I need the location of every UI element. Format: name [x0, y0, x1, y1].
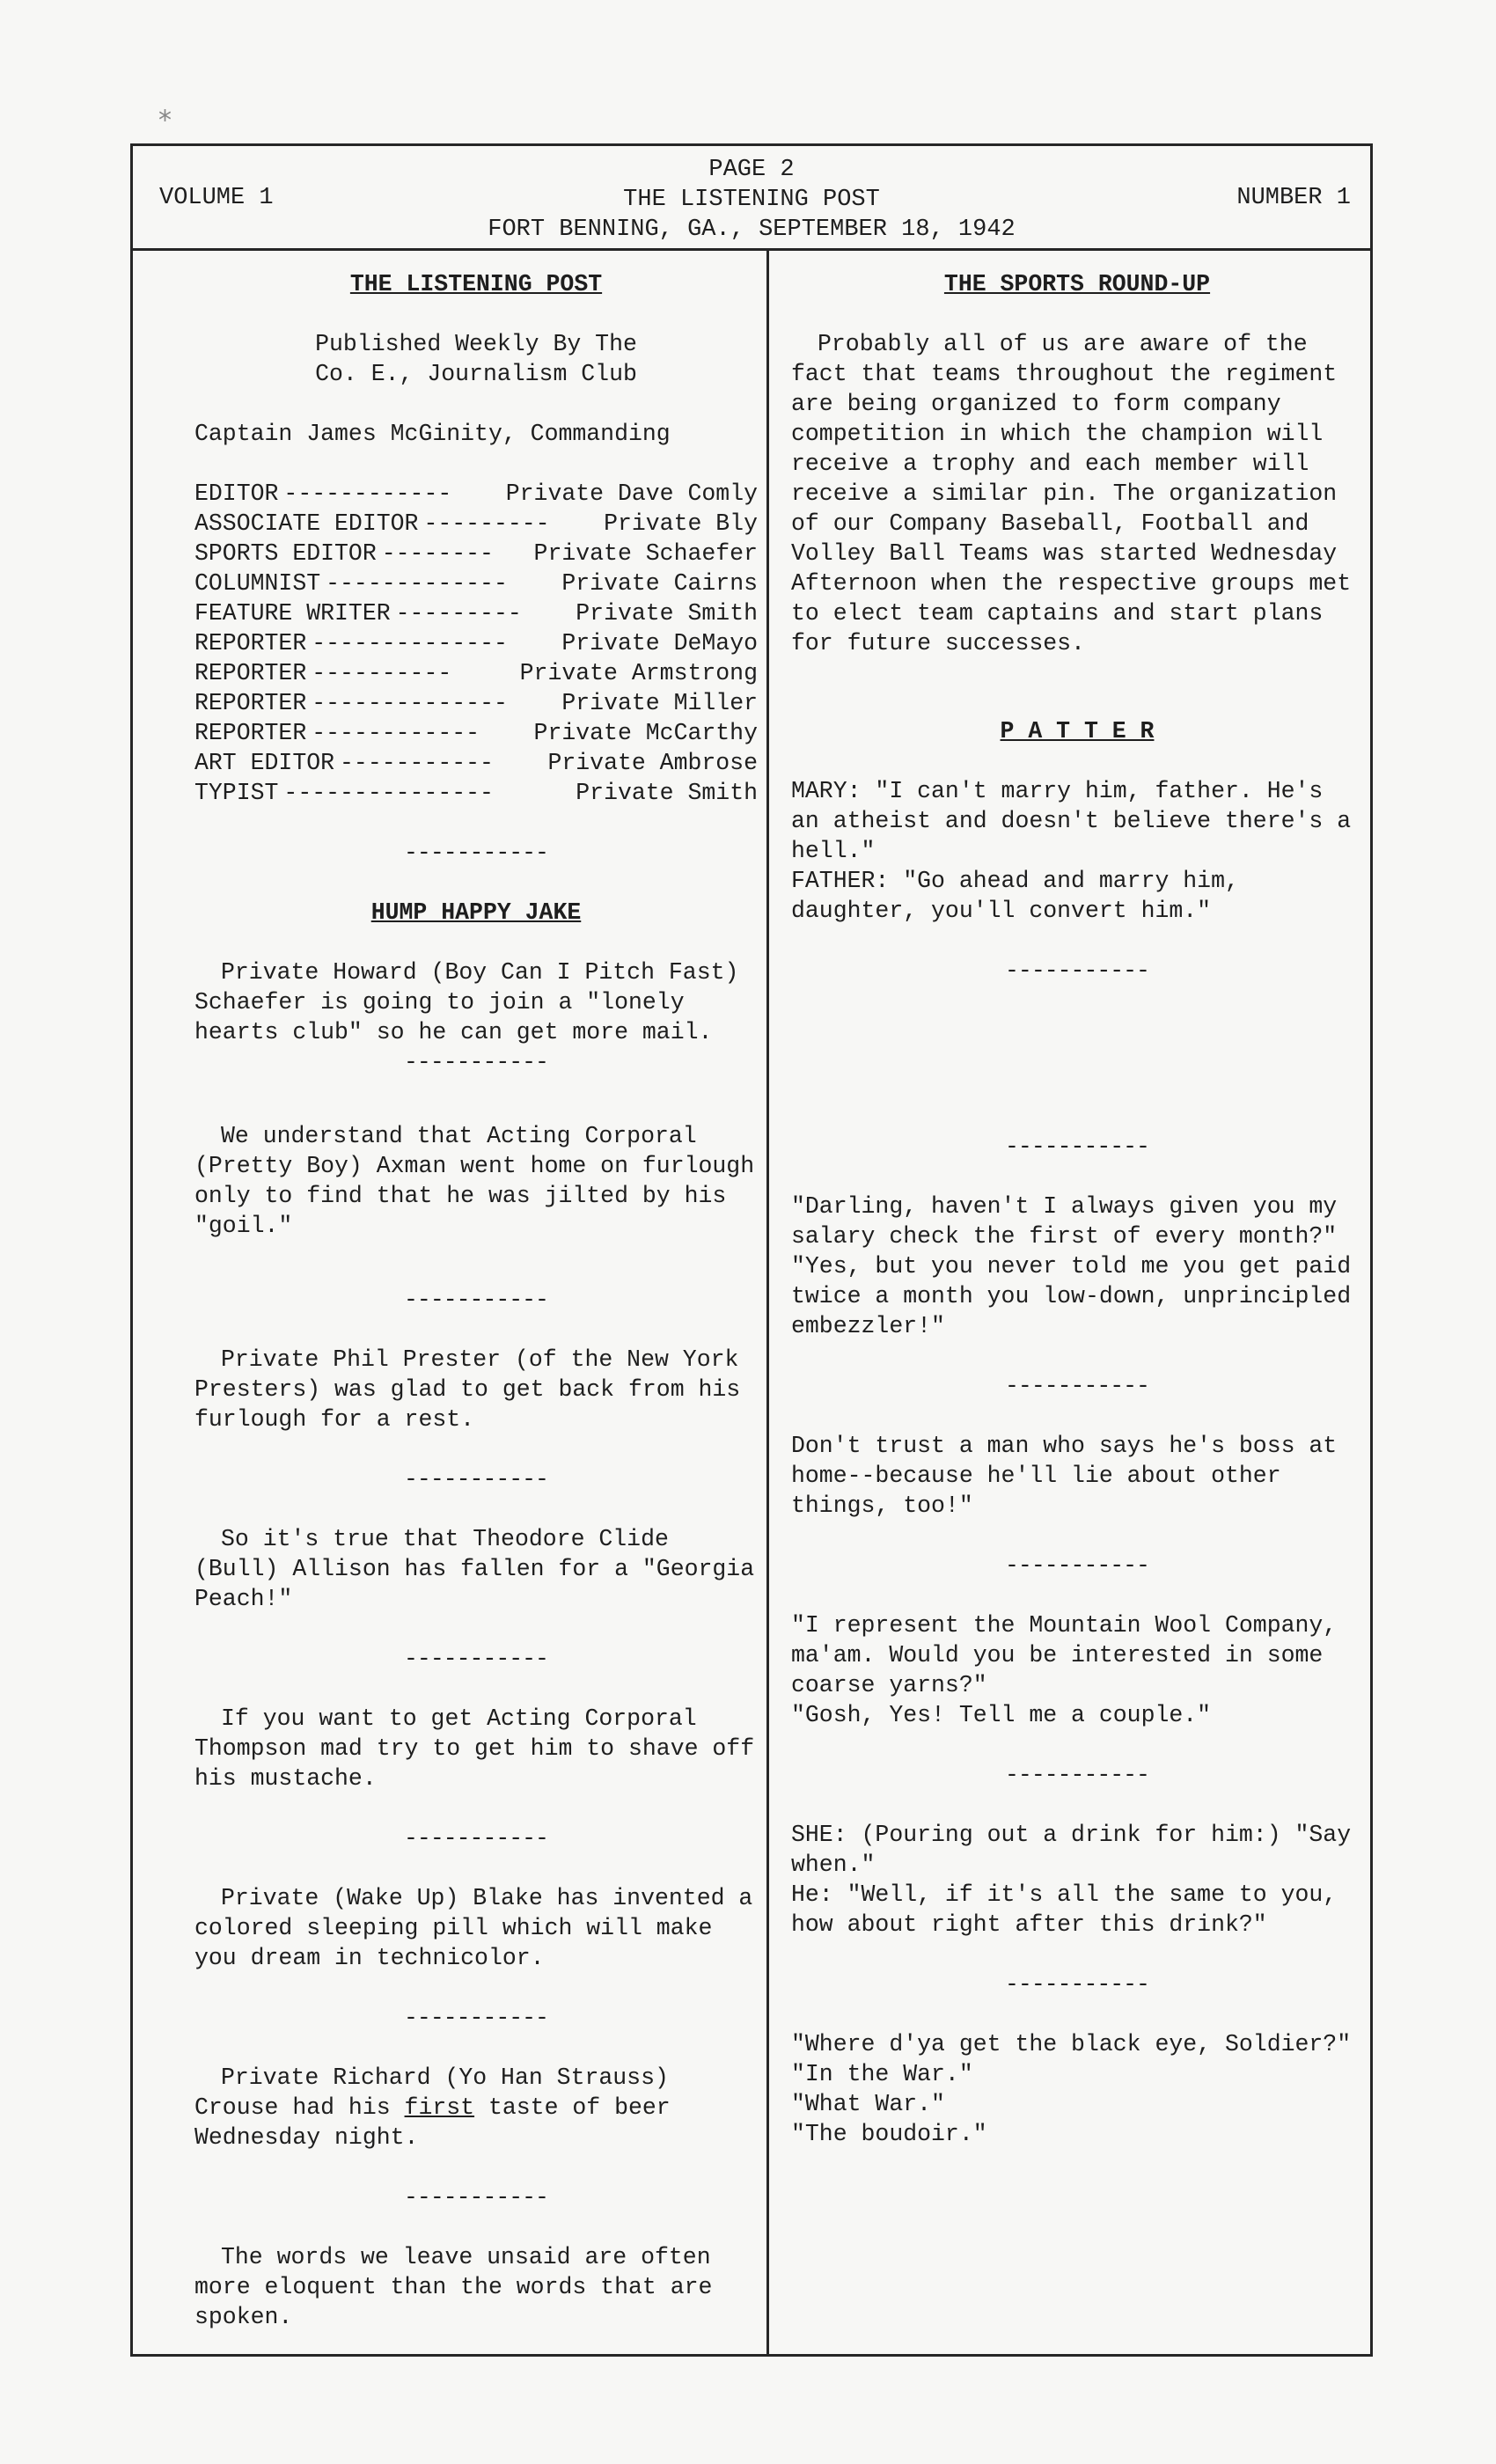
- staff-row: FEATURE WRITER --------- Private Smith: [194, 600, 758, 627]
- joke: "Where d'ya get the black eye, Soldier?" "In the War." "What War." "The boudoir.": [791, 2031, 1352, 2147]
- staff-row: REPORTER -------------- Private DeMayo: [194, 630, 758, 656]
- separator: -----------: [1005, 1552, 1149, 1579]
- staff-row: REPORTER ------------ Private McCarthy: [194, 720, 758, 746]
- right-column: [791, 269, 1363, 2149]
- page-frame: [130, 143, 1373, 2357]
- scan-mark-icon: ⁎: [158, 99, 172, 129]
- patter-title: P A T T E R: [1000, 718, 1155, 744]
- staff-row: EDITOR ------------ Private Dave Comly: [194, 480, 758, 507]
- sports-title: THE SPORTS ROUND-UP: [943, 271, 1211, 297]
- dateline: FORT BENNING, GA., SEPTEMBER 18, 1942: [488, 216, 1016, 243]
- staff-row: REPORTER -------------- Private Miller: [194, 690, 758, 716]
- separator: -----------: [404, 2005, 548, 2031]
- gossip-item: Private Phil Prester (of the New York Presters) was glad to get back from his furlough for a rest.: [194, 1346, 741, 1433]
- published-line-2: Co. E., Journalism Club: [315, 361, 637, 387]
- separator: -----------: [1005, 957, 1149, 984]
- separator: -----------: [404, 1287, 548, 1313]
- joke: "I represent the Mountain Wool Company, ma'am. Would you be interested in some coarse yarns?" "Gosh, Yes! Tell me a couple.": [791, 1612, 1338, 1728]
- separator: -----------: [404, 1466, 548, 1492]
- staff-row: SPORTS EDITOR -------- Private Schaefer: [194, 540, 758, 567]
- joke: MARY: "I can't marry him, father. He's an atheist and doesn't believe there's a hell." FATHER: "Go ahead and marry him, daughter, you'll convert him.": [791, 778, 1352, 924]
- separator: -----------: [404, 1049, 548, 1075]
- column-title: HUMP HAPPY JAKE: [370, 899, 582, 926]
- published-line-1: Published Weekly By The: [315, 331, 637, 357]
- separator: -----------: [1005, 1971, 1149, 1998]
- column-divider: [766, 248, 769, 2354]
- closing-quote: The words we leave unsaid are often more eloquent than the words that are spoken.: [194, 2244, 713, 2330]
- issue-number: NUMBER 1: [1236, 185, 1351, 211]
- masthead-title: THE LISTENING POST: [349, 271, 603, 297]
- sports-article: Probably all of us are aware of the fact that teams throughout the regiment are being organized to form company competition in which the champion will receive a trophy and each member will receive a similar pin. The organization of our Company Baseball, Football and Volley Ball Teams was started Wednesday Afternoon when the respective groups met to elect team captains and start plans for future successes.: [791, 331, 1352, 656]
- separator: -----------: [1005, 1762, 1149, 1788]
- staff-list: [194, 479, 758, 808]
- joke: "Darling, haven't I always given you my salary check the first of every month?" "Yes, but you never told me you get paid twice a month you low-down, unprincipled embezzler!": [791, 1193, 1352, 1339]
- separator: -----------: [404, 1646, 548, 1672]
- separator: -----------: [404, 840, 548, 866]
- gossip-item: We understand that Acting Corporal (Pretty Boy) Axman went home on furlough only to find that he was jilted by his "goil.": [194, 1123, 755, 1239]
- newsletter-header: [133, 146, 1370, 251]
- separator: -----------: [404, 1825, 548, 1852]
- left-column: [194, 269, 758, 2332]
- page-number: PAGE 2: [708, 157, 795, 183]
- separator: -----------: [1005, 1133, 1149, 1160]
- gossip-item: Private (Wake Up) Blake has invented a colored sleeping pill which will make you dream in technicolor.: [194, 1885, 753, 1971]
- staff-row: ASSOCIATE EDITOR --------- Private Bly: [194, 510, 758, 537]
- staff-row: ART EDITOR ----------- Private Ambrose: [194, 750, 758, 776]
- staff-row: COLUMNIST ------------- Private Cairns: [194, 570, 758, 597]
- joke: Don't trust a man who says he's boss at home--because he'll lie about other things, too!": [791, 1433, 1338, 1519]
- separator: -----------: [1005, 1373, 1149, 1399]
- separator: -----------: [404, 2184, 548, 2211]
- gossip-item: Private Howard (Boy Can I Pitch Fast) Schaefer is going to join a "lonely hearts club" so he can get more mail.: [194, 959, 739, 1045]
- volume-label: VOLUME 1: [159, 185, 274, 211]
- gossip-item: If you want to get Acting Corporal Thompson mad try to get him to shave off his mustache.: [194, 1705, 755, 1792]
- emphasis: first: [404, 2094, 475, 2121]
- staff-row: TYPIST --------------- Private Smith: [194, 780, 758, 806]
- publication-name: THE LISTENING POST: [623, 187, 880, 213]
- commanding-line: Captain James McGinity, Commanding: [194, 421, 671, 447]
- joke: SHE: (Pouring out a drink for him:) "Say when." He: "Well, if it's all the same to you, how about right after this drink?": [791, 1822, 1352, 1938]
- gossip-item: So it's true that Theodore Clide (Bull) Allison has fallen for a "Georgia Peach!": [194, 1526, 755, 1612]
- staff-row: REPORTER ---------- Private Armstrong: [194, 660, 758, 686]
- header-center: [133, 155, 1370, 245]
- gossip-item: Private Richard (Yo Han Strauss) Crouse had his first taste of beer Wednesday night.: [194, 2064, 671, 2151]
